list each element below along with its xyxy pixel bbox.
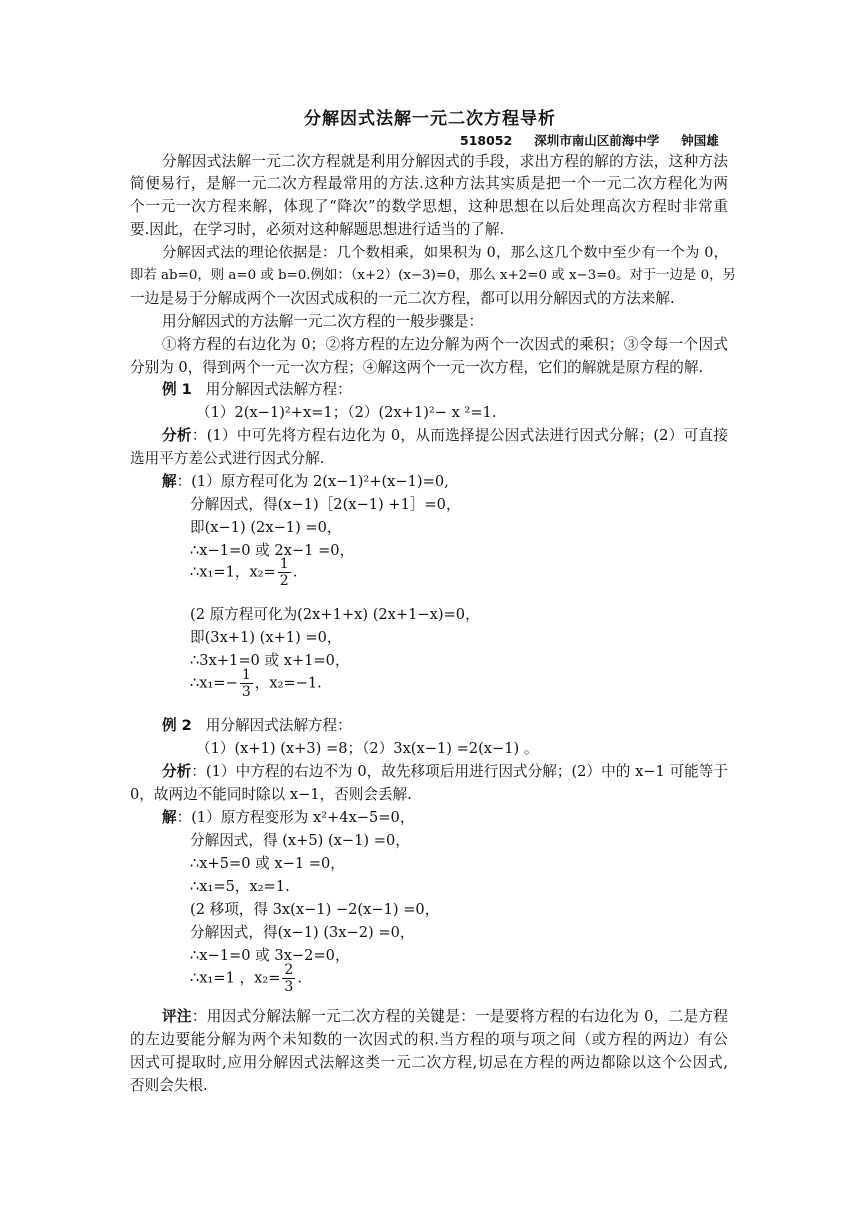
solution-step: 即(3x+1) (x+1) =0， <box>190 629 342 646</box>
author-name: 钟国雄 <box>681 133 719 148</box>
solution-step: ∴x−1=0 或 3x−2=0， <box>190 947 350 964</box>
example-1-analysis-line: 选用平方差公式进行因式分解. <box>130 450 325 467</box>
paragraph-intro-line: 简便易行，是解一元二次方程最常用的方法.这种方法其实质是把一个一元二次方程化为两 <box>130 175 728 192</box>
example-1-label: 例 1 <box>162 381 192 398</box>
example-2-prompt: 用分解因式法解方程： <box>205 717 352 734</box>
solution-step-fraction: ∴x₁=− $\frac{1}{3}$ ，x₂=−1. <box>190 667 322 700</box>
author-school: 深圳市南山区前海中学 <box>534 133 660 148</box>
fraction: $\frac{2}{3}$ <box>284 962 294 995</box>
example-1-equations: （1）2(x−1)²+x=1；（2）(2x+1)²− x ²=1. <box>196 404 497 421</box>
example-1-heading <box>162 378 352 399</box>
paragraph-theory-line: 即若 ab=0，则 a=0 或 b=0.例如：（x+2）(x−3)=0，那么 x+2=0 或 x−3=0。对于一边是 0，另 <box>130 268 736 283</box>
example-2-label: 例 2 <box>162 717 192 734</box>
paragraph-theory: 分解因式法的理论依据是：几个数相乘，如果积为 0，那么这几个数中至少有一个为 0， <box>162 245 728 261</box>
solution-step: (2 移项，得 3x(x−1) −2(x−1) =0， <box>190 901 440 918</box>
paragraph-theory-line: 一边是易于分解成两个一次因式成积的一元二次方程，都可以用分解因式的方法来解. <box>130 290 675 307</box>
paragraph-steps-line: 分别为 0，得到两个一元一次方程；④解这两个一元一次方程，它们的解就是原方程的解. <box>130 359 704 376</box>
solution-step: (2 原方程可化为(2x+1+x) (2x+1−x)=0， <box>190 606 480 623</box>
solution-step: 即(x−1) (2x−1) =0， <box>190 519 342 536</box>
fraction: $\frac{1}{3}$ <box>241 667 251 700</box>
example-2-heading <box>162 714 352 735</box>
paragraph-steps-intro: 用分解因式的方法解一元二次方程的一般步骤是： <box>162 313 484 330</box>
example-2-analysis-line: 0，故两边不能同时除以 x−1，否则会丢解. <box>130 786 412 803</box>
paragraph-intro-line: 个一元一次方程来解，体现了“降次”的数学思想，这种思想在以后处理高次方程时非常重 <box>130 198 728 215</box>
fraction: $\frac{1}{2}$ <box>279 556 289 589</box>
solution-step: ∴x−1=0 或 2x−1 =0， <box>190 542 355 559</box>
paragraph-intro: 分解因式法解一元二次方程就是利用分解因式的手段，求出方程的解的方法，这种方法 <box>162 153 728 170</box>
solution-step-fraction: ∴x₁=1，x₂= $\frac{1}{2}$ . <box>190 556 298 589</box>
example-2-equations: （1）(x+1) (x+3) =8；（2）3x(x−1) =2(x−1) 。 <box>196 740 539 757</box>
example-2-analysis: 分析：(1）中方程的右边不为 0，故先移项后用进行因式分解；(2）中的 x−1 可能等于 <box>162 763 728 780</box>
paragraph-intro-line: 要.因此，在学习时，必须对这种解题思想进行适当的了解. <box>130 221 505 238</box>
comment-paragraph: 评注：用因式分解法解一元二次方程的关键是：一是要将方程的右边化为 0，二是方程 <box>162 1008 728 1025</box>
comment-line: 因式可提取时,应用分解因式法解这类一元二次方程,切忌在方程的两边都除以这个公因式, <box>130 1054 728 1071</box>
example-2-solution: 解：(1）原方程变形为 x²+4x−5=0， <box>162 809 415 826</box>
paragraph-steps: ①将方程的右边化为 0；②将方程的左边分解为两个一次因式的乘积；③令每一个因式 <box>162 336 728 353</box>
solution-step: ∴3x+1=0 或 x+1=0， <box>190 652 350 669</box>
solution-step: 分解因式，得(x−1) (3x−2) =0， <box>190 924 415 941</box>
solution-step: 分解因式，得 (x+5) (x−1) =0， <box>190 832 410 849</box>
author-line <box>460 131 741 149</box>
author-postcode: 518052 <box>460 133 513 148</box>
example-1-solution: 解：(1）原方程可化为 2(x−1)²+(x−1)=0, <box>162 473 449 490</box>
example-1-analysis: 分析：(1）中可先将方程右边化为 0，从而选择提公因式法进行因式分解；(2）可直接 <box>162 427 728 444</box>
comment-line: 的左边要能分解为两个未知数的一次因式的积.当方程的项与项之间（或方程的两边）有公 <box>130 1031 728 1048</box>
solution-step: ∴x₁=5，x₂=1. <box>190 878 290 895</box>
example-1-prompt: 用分解因式法解方程： <box>205 381 352 398</box>
document-title: 分解因式法解一元二次方程导析 <box>304 109 556 129</box>
solution-step: 分解因式，得(x−1)［2(x−1) +1］=0， <box>190 496 461 513</box>
solution-step-fraction: ∴x₁=1 ，x₂= $\frac{2}{3}$ . <box>190 962 302 995</box>
comment-line: 否则会失根. <box>130 1077 208 1094</box>
solution-step: ∴x+5=0 或 x−1 =0， <box>190 855 345 872</box>
